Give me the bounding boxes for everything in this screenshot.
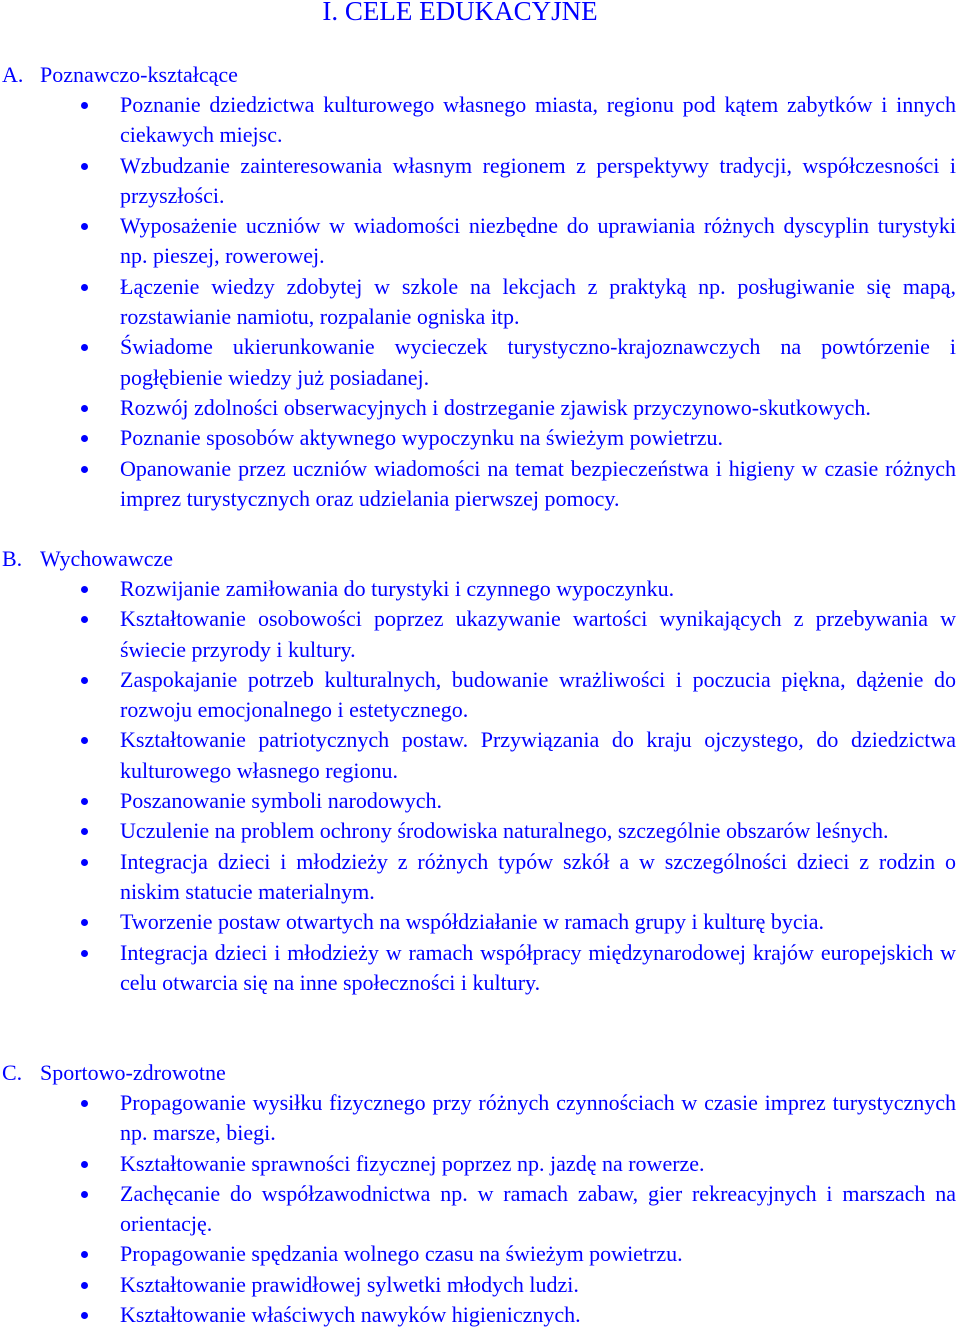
list-item <box>0 151 960 212</box>
list-item <box>0 211 960 272</box>
bullet-icon <box>81 1251 88 1258</box>
list-item <box>0 847 960 908</box>
section-letter: A. <box>2 62 24 87</box>
page-title: I. CELE EDUKACYJNE <box>322 0 598 26</box>
list-item-text: Kształtowanie patriotycznych postaw. Przywiązania do kraju ojczystego, do dziedzictwa kulturowego własnego regionu. <box>120 727 956 783</box>
list-item <box>0 454 960 515</box>
bullet-icon <box>81 1282 88 1289</box>
list-item <box>0 1300 960 1330</box>
list-item-text: Integracja dzieci i młodzieży w ramach współpracy międzynarodowej krajów europejskich w celu otwarcia się na inne społeczności i kultury. <box>120 939 956 995</box>
bullet-list <box>0 574 960 998</box>
bullet-icon <box>81 284 88 291</box>
bullet-icon <box>81 435 88 442</box>
list-item <box>0 938 960 999</box>
bullet-icon <box>81 1312 88 1319</box>
bullet-icon <box>81 344 88 351</box>
list-item <box>0 90 960 151</box>
list-item-text: Poznanie sposobów aktywnego wypoczynku na świeżym powietrzu. <box>120 425 724 451</box>
section-b-wychowawcze <box>0 544 960 998</box>
list-item <box>0 816 960 846</box>
bullet-icon <box>81 950 88 957</box>
bullet-list <box>0 1088 960 1330</box>
list-item-text: Zaspokajanie potrzeb kulturalnych, budowanie wrażliwości i poczucia piękna, dążenie do rozwoju emocjonalnego i estetycznego. <box>120 666 956 723</box>
list-item-text: Kształtowanie sprawności fizycznej poprzez np. jazdę na rowerze. <box>120 1150 705 1176</box>
list-item-text: Rozwijanie zamiłowania do turystyki i czynnego wypoczynku. <box>120 576 675 601</box>
section-heading <box>0 60 960 90</box>
bullet-icon <box>81 737 88 744</box>
bullet-icon <box>81 1100 88 1107</box>
section-title: Poznawczo-kształcące <box>40 62 238 87</box>
list-item-text: Wyposażenie uczniów w wiadomości niezbędne do uprawiania różnych dyscyplin turystyki np. pieszej, rowerowej. <box>120 213 956 269</box>
section-letter: C. <box>2 1060 23 1085</box>
list-item-text: Świadome ukierunkowanie wycieczek turystyczno-krajoznawczych na powtórzenie i pogłębienie wiedzy już posiadanej. <box>120 334 956 390</box>
list-item <box>0 1149 960 1179</box>
list-item-text: Tworzenie postaw otwartych na współdziałanie w ramach grupy i kulturę bycia. <box>120 909 825 935</box>
list-item-text: Integracja dzieci i młodzieży z różnych typów szkół a w szczególności dzieci z rodzin o niskim statucie materialnym. <box>120 848 956 904</box>
list-item-text: Uczulenie na problem ochrony środowiska naturalnego, szczególnie obszarów leśnych. <box>120 818 889 844</box>
list-item-text: Rozwój zdolności obserwacyjnych i dostrzeganie zjawisk przyczynowo-skutkowych. <box>120 394 871 420</box>
list-item <box>0 1088 960 1149</box>
list-item <box>0 574 960 604</box>
list-item <box>0 1179 960 1240</box>
bullet-icon <box>81 586 88 593</box>
bullet-icon <box>81 828 88 835</box>
list-item <box>0 1270 960 1300</box>
list-item-text: Kształtowanie osobowości poprzez ukazywanie wartości wynikających z przebywania w świecie przyrody i kultury. <box>120 606 956 662</box>
bullet-icon <box>81 102 88 109</box>
list-item-text: Kształtowanie prawidłowej sylwetki młodych ludzi. <box>120 1271 579 1297</box>
section-heading <box>0 1058 960 1088</box>
section-title: Sportowo-zdrowotne <box>40 1060 226 1085</box>
section-heading <box>0 544 960 574</box>
list-item <box>0 423 960 453</box>
list-item-text: Kształtowanie właściwych nawyków higienicznych. <box>120 1302 581 1328</box>
list-item-text: Propagowanie spędzania wolnego czasu na świeżym powietrzu. <box>120 1241 683 1267</box>
bullet-icon <box>81 798 88 805</box>
bullet-icon <box>81 859 88 866</box>
section-c-sportowo-zdrowotne <box>0 1058 960 1330</box>
list-item-text: Poznanie dziedzictwa kulturowego własnego miasta, regionu pod kątem zabytków i innych ciekawych miejsc. <box>120 92 956 148</box>
bullet-icon <box>81 1191 88 1198</box>
list-item <box>0 393 960 423</box>
list-item-text: Łączenie wiedzy zdobytej w szkole na lekcjach z praktyką np. posługiwanie się mapą, rozstawianie namiotu, rozpalanie ogniska itp. <box>120 273 956 330</box>
bullet-icon <box>81 1161 88 1168</box>
bullet-icon <box>81 919 88 926</box>
list-item <box>0 725 960 786</box>
list-item <box>0 332 960 393</box>
bullet-list <box>0 90 960 514</box>
bullet-icon <box>81 163 88 170</box>
list-item <box>0 907 960 937</box>
list-item <box>0 604 960 665</box>
bullet-icon <box>81 616 88 623</box>
list-item-text: Zachęcanie do współzawodnictwa np. w ramach zabaw, gier rekreacyjnych i marszach na orientację. <box>120 1180 956 1237</box>
list-item <box>0 786 960 816</box>
section-letter: B. <box>2 546 23 571</box>
list-item <box>0 272 960 333</box>
section-title: Wychowawcze <box>40 546 174 571</box>
list-item-text: Propagowanie wysiłku fizycznego przy różnych czynnościach w czasie imprez turystycznych np. marsze, biegi. <box>120 1090 956 1146</box>
bullet-icon <box>81 405 88 412</box>
section-a-poznawczo-ksztalcace <box>0 60 960 514</box>
list-item-text: Wzbudzanie zainteresowania własnym regionem z perspektywy tradycji, współczesności i przyszłości. <box>120 152 956 208</box>
list-item <box>0 665 960 726</box>
bullet-icon <box>81 223 88 230</box>
list-item-text: Opanowanie przez uczniów wiadomości na temat bezpieczeństwa i higieny w czasie różnych imprez turystycznych oraz udzielania pierwszej pomocy. <box>120 455 956 511</box>
bullet-icon <box>81 466 88 473</box>
list-item-text: Poszanowanie symboli narodowych. <box>120 788 442 814</box>
list-item <box>0 1239 960 1269</box>
bullet-icon <box>81 677 88 684</box>
